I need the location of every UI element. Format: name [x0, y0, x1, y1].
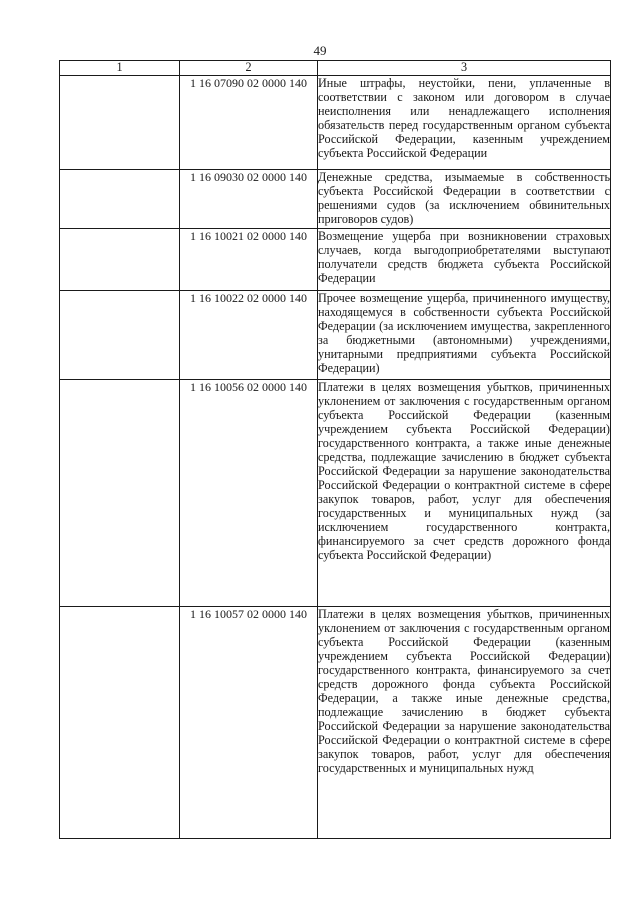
row-empty-cell [60, 380, 180, 607]
budget-code: 1 16 07090 02 0000 140 [180, 76, 318, 170]
budget-code: 1 16 10057 02 0000 140 [180, 607, 318, 839]
code-description: Возмещение ущерба при возникновении страховых случаев, когда выгодоприобретателями выступают получатели средств бюджета субъекта Российской Федерации [318, 229, 611, 291]
table-row [60, 229, 611, 291]
code-description: Платежи в целях возмещения убытков, причиненных уклонением от заключения с государственным органом субъекта Российской Федерации (казенным учреждением субъекта Российской Федерации) государственного контракта, финансируемого за счет средств дорожного фонда субъекта Российской Федерации, а также иные денежные средства, подлежащие зачислению в бюджет субъекта Российской Федерации за нарушение законодательства Российской Федерации о контрактной системе в сфере закупок товаров, работ, услуг для обеспечения государственных и муниципальных нужд [318, 607, 611, 839]
budget-code: 1 16 10056 02 0000 140 [180, 380, 318, 607]
code-description: Платежи в целях возмещения убытков, причиненных уклонением от заключения с государственным органом субъекта Российской Федерации (казенным учреждением субъекта Российской Федерации) государственного контракта, а также иные денежные средства, подлежащие зачислению в бюджет субъекта Российской Федерации за нарушение законодательства Российской Федерации о контрактной системе в сфере закупок товаров, работ, услуг для обеспечения государственных и муниципальных нужд (за исключением государственного контракта, финансируемого за счет средств дорожного фонда субъекта Российской Федерации) [318, 380, 611, 607]
code-description: Денежные средства, изымаемые в собственность субъекта Российской Федерации в соответствии с решениями судов (за исключением обвинительных приговоров судов) [318, 170, 611, 229]
table-row [60, 380, 611, 607]
table-header-row [60, 61, 611, 76]
row-empty-cell [60, 607, 180, 839]
column-header-3: 3 [318, 61, 611, 76]
row-empty-cell [60, 229, 180, 291]
code-description: Иные штрафы, неустойки, пени, уплаченные в соответствии с законом или договором в случае неисполнения или ненадлежащего исполнения обязательств перед государственным органом субъекта Российской Федерации, казенным учреждением субъекта Российской Федерации [318, 76, 611, 170]
budget-code-table [59, 60, 611, 839]
table-row [60, 291, 611, 380]
row-empty-cell [60, 76, 180, 170]
row-empty-cell [60, 291, 180, 380]
budget-code: 1 16 10022 02 0000 140 [180, 291, 318, 380]
code-description: Прочее возмещение ущерба, причиненного имуществу, находящемуся в собственности субъекта Российской Федерации (за исключением имущества, закрепленного за бюджетными (автономными) учреждениями, унитарными предприятиями субъекта Российской Федерации) [318, 291, 611, 380]
table-row [60, 170, 611, 229]
page-number: 49 [313, 43, 327, 58]
table-row [60, 76, 611, 170]
row-empty-cell [60, 170, 180, 229]
budget-code: 1 16 09030 02 0000 140 [180, 170, 318, 229]
column-header-1: 1 [60, 61, 180, 76]
column-header-2: 2 [180, 61, 318, 76]
budget-code: 1 16 10021 02 0000 140 [180, 229, 318, 291]
table-row [60, 607, 611, 839]
